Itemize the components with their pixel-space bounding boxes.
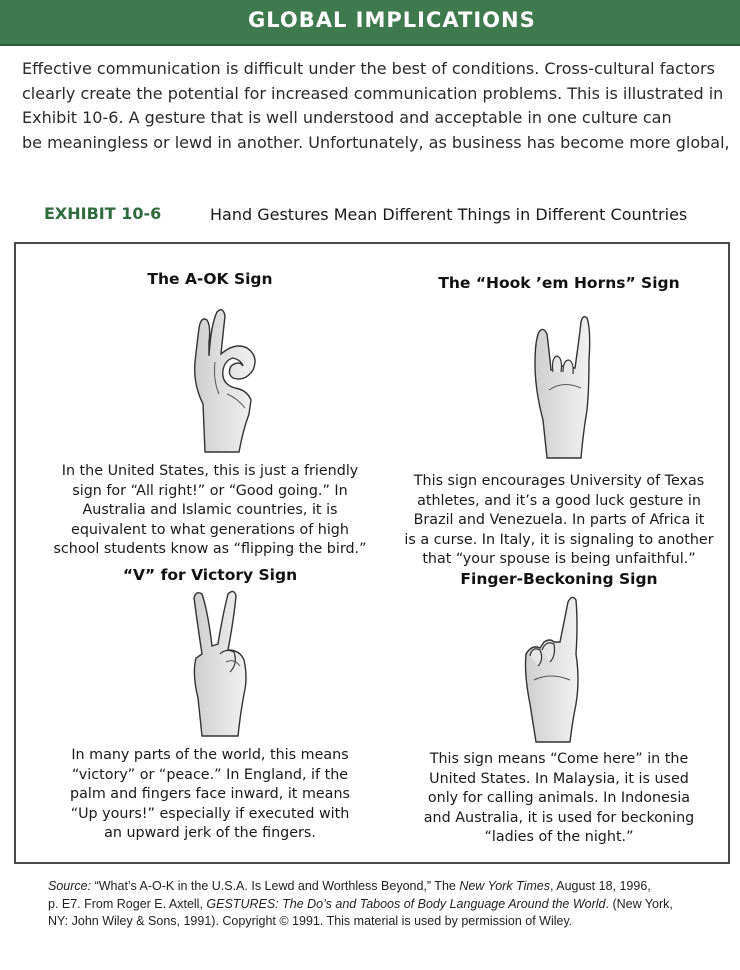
gesture-desc-line: “ladies of the night.” bbox=[484, 829, 634, 845]
gesture-description bbox=[30, 746, 390, 844]
gesture-desc-line: sign for “All right!” or “Good going.” In bbox=[72, 482, 348, 499]
gesture-desc-line: an upward jerk of the fingers. bbox=[104, 825, 316, 841]
source-publication: New York Times bbox=[459, 879, 550, 893]
gesture-desc-line: “victory” or “peace.” In England, if the bbox=[71, 766, 349, 783]
gesture-desc-line: This sign encourages University of Texas bbox=[413, 473, 705, 489]
gesture-desc-line: Australia and Islamic countries, it is bbox=[82, 502, 338, 518]
victory-hand-icon bbox=[180, 588, 260, 738]
source-book: GESTURES: The Do’s and Taboos of Body Language Around the World bbox=[206, 896, 606, 911]
gesture-desc-line: palm and fingers face inward, it means bbox=[70, 786, 350, 802]
source-line bbox=[48, 878, 718, 896]
gesture-title: The “Hook ’em Horns” Sign bbox=[438, 274, 680, 292]
gesture-horns bbox=[394, 262, 724, 567]
gesture-desc-line: “Up yours!” especially if executed with bbox=[70, 805, 350, 822]
source-citation bbox=[48, 878, 718, 931]
gesture-desc-line: only for calling animals. In Indonesia bbox=[427, 790, 691, 806]
exhibit-frame bbox=[14, 242, 730, 864]
gesture-desc-line: school students know as “flipping the bird.” bbox=[53, 541, 367, 557]
intro-line: be meaningless or lewd in another. Unfortunately, as business has become more global, bbox=[22, 132, 730, 152]
intro-line: clearly create the potential for increased communication problems. This is illustrated in bbox=[22, 83, 724, 103]
intro-line: Exhibit 10-6. A gesture that is well understood and acceptable in one culture can bbox=[22, 108, 672, 127]
gesture-title: Finger-Beckoning Sign bbox=[460, 570, 658, 588]
gesture-desc-line: This sign means “Come here” in the bbox=[429, 751, 689, 767]
source-date: , August 18, 1996, bbox=[549, 879, 651, 893]
intro-paragraph bbox=[22, 57, 730, 155]
gesture-desc-line: athletes, and it’s a good luck gesture in bbox=[417, 492, 701, 509]
source-line2-start: p. E7. From Roger E. Axtell, bbox=[48, 896, 207, 911]
gesture-description bbox=[30, 462, 390, 560]
exhibit-title: Hand Gestures Mean Different Things in Different Countries bbox=[210, 205, 688, 224]
gesture-desc-line: In many parts of the world, this means bbox=[71, 747, 349, 763]
gesture-desc-line: Brazil and Venezuela. In parts of Africa it bbox=[413, 512, 705, 528]
gesture-desc-line: United States. In Malaysia, it is used bbox=[429, 770, 689, 787]
section-title: GLOBAL IMPLICATIONS bbox=[248, 8, 536, 32]
gesture-desc-line: and Australia, it is used for beckoning bbox=[423, 809, 695, 826]
gesture-desc-line: is a curse. In Italy, it is signaling to another bbox=[404, 531, 714, 548]
exhibit-label: EXHIBIT 10-6 bbox=[44, 204, 162, 223]
gesture-beckoning bbox=[394, 566, 724, 856]
source-line: NY: John Wiley & Sons, 1991). Copyright © 1991. This material is used by permission of Wiley. bbox=[48, 914, 573, 928]
section-banner bbox=[0, 0, 740, 46]
gesture-victory bbox=[30, 566, 390, 856]
gesture-title: The A-OK Sign bbox=[147, 270, 273, 288]
beckoning-hand-icon bbox=[514, 594, 594, 744]
gesture-desc-line: In the United States, this is just a friendly bbox=[61, 463, 359, 479]
source-label: Source: bbox=[48, 879, 92, 893]
gesture-title: “V” for Victory Sign bbox=[122, 566, 298, 584]
source-line2-end: . (New York, bbox=[605, 896, 673, 911]
gesture-description bbox=[394, 750, 724, 848]
gesture-ok bbox=[30, 262, 390, 557]
source-article: “What’s A-O-K in the U.S.A. Is Lewd and Worthless Beyond,” The bbox=[94, 879, 460, 893]
intro-line: Effective communication is difficult under the best of conditions. Cross-cultural factors bbox=[22, 59, 715, 78]
ok-hand-icon bbox=[175, 304, 265, 454]
gesture-description bbox=[394, 472, 724, 570]
gesture-desc-line: that “your spouse is being unfaithful.” bbox=[422, 551, 696, 567]
source-line bbox=[48, 896, 718, 914]
horns-hand-icon bbox=[519, 310, 609, 460]
gesture-desc-line: equivalent to what generations of high bbox=[71, 521, 349, 538]
